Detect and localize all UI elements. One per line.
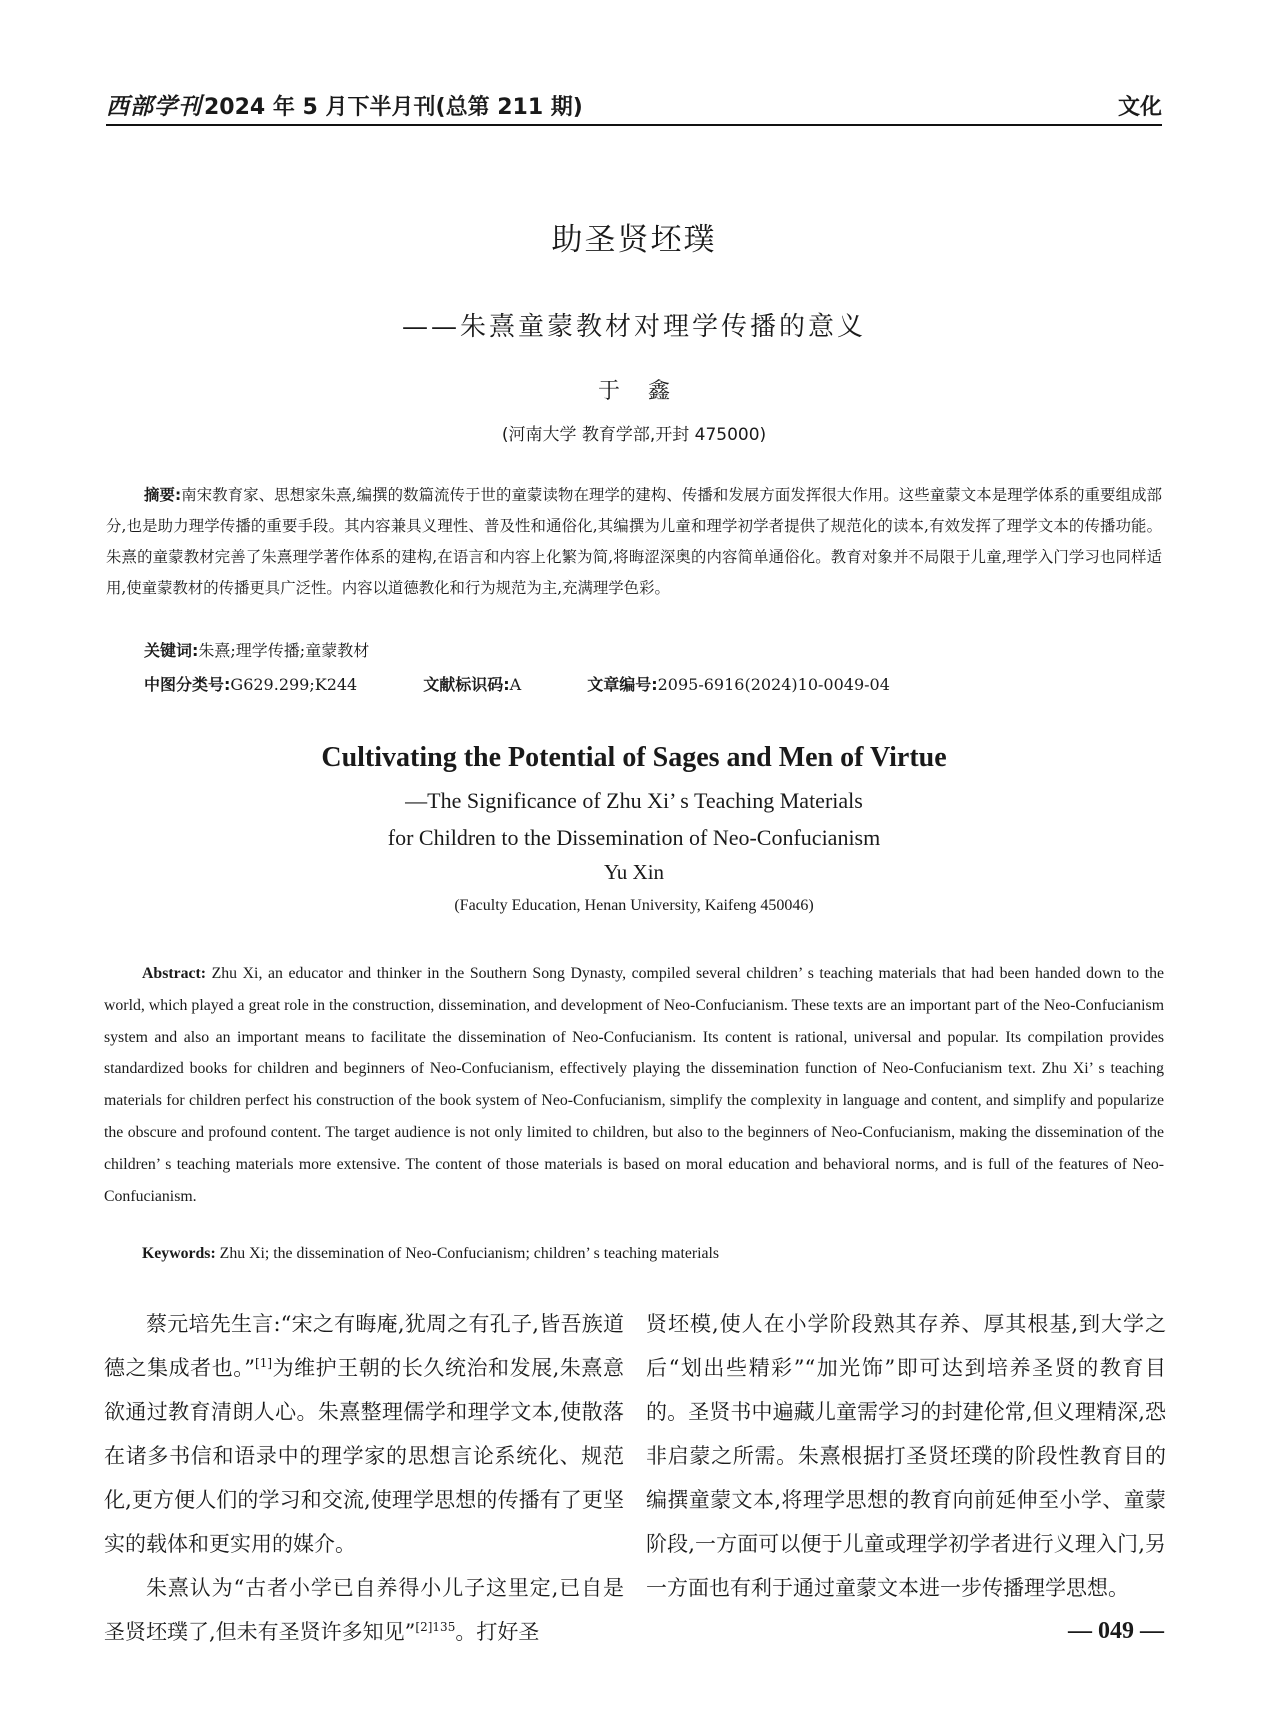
english-subtitle-line-2: for Children to the Dissemination of Neo-Confucianism: [387, 825, 881, 850]
body-paragraph-2-continued: 贤坯模,使人在小学阶段熟其存养、厚其根基,到大学之后“划出些精彩”“加光饰”即可达到培养圣贤的教育目的。圣贤书中遍藏儿童需学习的封建伦常,但义理精深,恐非启蒙之所需。朱熹根据打圣贤坯璞的阶段性教育目的编撰童蒙文本,将理学思想的教育向前延伸至小学、童蒙阶段,一方面可以便于儿童或理学初学者进行义理入门,另一方面也有利于通过童蒙文本进一步传播理学思想。: [646, 1312, 1166, 1600]
english-keywords-label: Keywords:: [142, 1245, 216, 1262]
article-number: [587, 672, 890, 695]
page-number: — 049 —: [1068, 1618, 1164, 1644]
english-affiliation: (Faculty Education, Henan University, Kaifeng 450046): [454, 897, 814, 914]
chinese-abstract-text: 南宋教育家、思想家朱熹,编撰的数篇流传于世的童蒙读物在理学的建构、传播和发展方面发挥很大作用。这些童蒙文本是理学体系的重要组成部分,也是助力理学传播的重要手段。其内容兼具义理性、普及性和通俗化,其编撰为儿童和理学初学者提供了规范化的读本,有效发挥了理学文本的传播功能。朱熹的童蒙教材完善了朱熹理学著作体系的建构,在语言和内容上化繁为简,将晦涩深奥的内容简单通俗化。教育对象并不局限于儿童,理学入门学习也同样适用,使童蒙教材的传播更具广泛性。内容以道德教化和行为规范为主,充满理学色彩。: [106, 486, 1162, 597]
issue-info: 2024 年 5 月下半月刊(总第 211 期): [204, 95, 583, 120]
classification-info: [144, 672, 956, 695]
body-paragraph-1: [104, 1302, 624, 1566]
clc-label: 中图分类号:: [144, 675, 231, 694]
citation-ref-2[interactable]: [2]135: [415, 1620, 456, 1634]
document-code: [423, 672, 521, 695]
article-number-value: 2095-6916(2024)10-0049-04: [657, 675, 890, 694]
author-name: 于鑫: [597, 379, 698, 404]
document-code-label: 文献标识码:: [423, 675, 510, 694]
english-subtitle: [0, 782, 1268, 856]
english-title: Cultivating the Potential of Sages and Men of Virtue: [321, 742, 947, 773]
english-keywords: [142, 1245, 719, 1263]
body-paragraph-2-text-b: 。打好圣: [455, 1620, 540, 1644]
english-abstract: [104, 958, 1164, 1212]
body-paragraph-2: [104, 1566, 624, 1654]
body-column-right: [646, 1302, 1166, 1610]
article-number-label: 文章编号:: [587, 675, 658, 694]
chinese-keywords: [144, 638, 369, 661]
chinese-abstract-paragraph: [106, 480, 1162, 604]
body-column-left: [104, 1302, 624, 1654]
document-code-value: A: [509, 675, 522, 694]
body-paragraph-2-text-a: 朱熹认为“古者小学已自养得小儿子这里定,已自是圣贤坯璞了,但未有圣贤许多知见”: [104, 1576, 624, 1644]
english-abstract-label: Abstract:: [142, 965, 207, 982]
clc-number: [144, 672, 357, 695]
chinese-keywords-text: 朱熹;理学传播;童蒙教材: [198, 641, 370, 660]
body-paragraph-1-text-b: 为维护王朝的长久统治和发展,朱熹意欲通过教育清朗人心。朱熹整理儒学和理学文本,使散落在诸多书信和语录中的理学家的思想言论系统化、规范化,更方便人们的学习和交流,使理学思想的传播有了更坚实的载体和更实用的媒介。: [104, 1356, 624, 1556]
body-paragraph-1-text-a: 蔡元培先生言:“宋之有晦庵,犹周之有孔子,皆吾族道德之集成者也。”: [104, 1312, 624, 1380]
english-keywords-text: Zhu Xi; the dissemination of Neo-Confucianism; children’ s teaching materials: [219, 1245, 720, 1262]
journal-logo: 西部学刊: [106, 93, 202, 120]
section-label: 文化: [1117, 95, 1162, 120]
chinese-abstract: [106, 480, 1162, 604]
running-header: [106, 88, 1162, 121]
paper-subtitle: ——朱熹童蒙教材对理学传播的意义: [401, 312, 866, 342]
chinese-abstract-label: 摘要:: [144, 486, 182, 504]
author-affiliation: (河南大学 教育学部,开封 475000): [501, 425, 767, 445]
header-rule: [106, 124, 1162, 126]
chinese-keywords-label: 关键词:: [144, 641, 199, 660]
english-subtitle-line-1: —The Significance of Zhu Xi’ s Teaching Materials: [405, 788, 863, 813]
clc-value: G629.299;K244: [230, 675, 358, 694]
english-author: Yu Xin: [603, 860, 665, 884]
header-left: [106, 88, 583, 121]
citation-ref-1[interactable]: [1]: [255, 1356, 273, 1370]
paper-title: 助圣贤坯璞: [551, 222, 717, 258]
english-abstract-text: Zhu Xi, an educator and thinker in the Southern Song Dynasty, compiled several children’ s teaching materials that had been handed down to the world, which played a great role in the construction, dissemination, and development of Neo-Confucianism. These texts are an important part of the Neo-Confucianism system and also an important means to facilitate the dissemination of Neo-Confucianism. Its content is rational, universal and popular. Its compilation provides standardized books for children and beginners of Neo-Confucianism, effectively playing the dissemination function of Neo-Confucianism text. Zhu Xi’ s teaching materials for children perfect his construction of the book system of Neo-Confucianism, simplify the complexity in language and content, and simplify and popularize the obscure and profound content. The target audience is not only limited to children, but also to the beginners of Neo-Confucianism, making the dissemination of the children’ s teaching materials more extensive. The content of those materials is based on moral education and behavioral norms, and is full of the features of Neo-Confucianism.: [104, 965, 1165, 1205]
